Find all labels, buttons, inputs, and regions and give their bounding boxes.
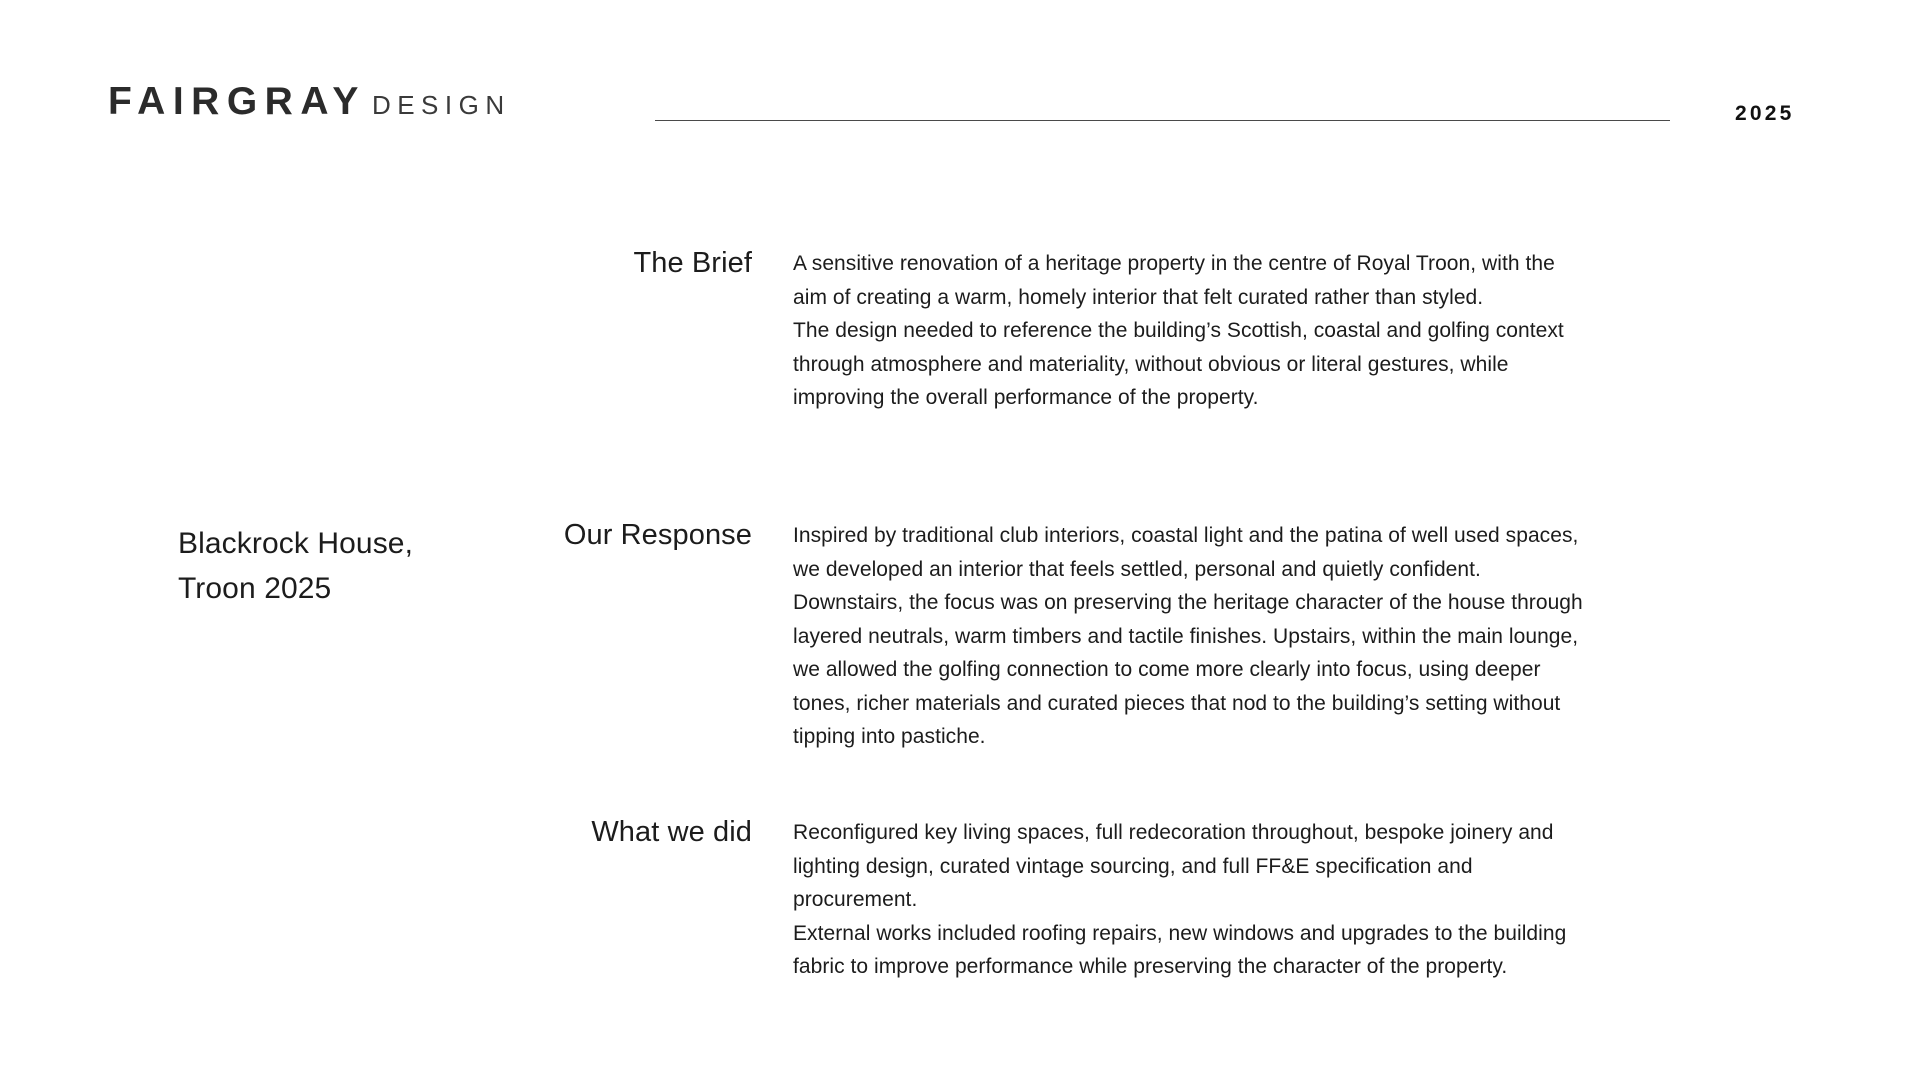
paragraph [793, 519, 1840, 754]
body-line: A sensitive renovation of a heritage property in the centre of Royal Troon, with the [793, 252, 1555, 275]
body-line: improving the overall performance of the property. [793, 386, 1259, 409]
brand-subtitle: DESIGN [371, 90, 511, 120]
body-line: we allowed the golfing connection to come more clearly into focus, using deeper [793, 658, 1541, 681]
section-our-response [360, 519, 1840, 754]
header-year: 2025 [1735, 102, 1795, 125]
paragraph [793, 816, 1840, 984]
body-line: Downstairs, the focus was on preserving the heritage character of the house through [793, 591, 1583, 614]
project-title-line-2: Troon 2025 [178, 572, 332, 605]
body-line: Reconfigured key living spaces, full redecoration throughout, bespoke joinery and [793, 821, 1554, 844]
section-heading-the-brief: The Brief [633, 247, 752, 279]
body-line: tones, richer materials and curated pieces that nod to the building’s setting without [793, 691, 1561, 715]
body-line: aim of creating a warm, homely interior that felt curated rather than styled. [793, 285, 1484, 309]
body-line: procurement. [793, 888, 918, 911]
project-title-line-1: Blackrock House, [178, 527, 414, 560]
section-the-brief [360, 247, 1840, 415]
brand-name: FAIRGRAY [108, 80, 366, 123]
section-body-the-brief [752, 247, 1840, 415]
section-body-what-we-did [752, 816, 1840, 984]
section-heading-our-response: Our Response [563, 519, 752, 551]
body-line: tipping into pastiche. [793, 725, 986, 748]
body-line: fabric to improve performance while preserving the character of the property. [793, 955, 1508, 978]
section-heading-what-we-did: What we did [591, 816, 752, 848]
body-line: External works included roofing repairs, new windows and upgrades to the building [793, 921, 1567, 945]
body-line: we developed an interior that feels settled, personal and quietly confident. [793, 557, 1481, 581]
body-line: lighting design, curated vintage sourcing, and full FF&E specification and [793, 854, 1473, 878]
body-line: The design needed to reference the building’s Scottish, coastal and golfing context [793, 319, 1564, 342]
body-line: through atmosphere and materiality, without obvious or literal gestures, while [793, 352, 1509, 376]
body-line: layered neutrals, warm timbers and tactile finishes. Upstairs, within the main lounge, [793, 624, 1579, 648]
body-line: Inspired by traditional club interiors, coastal light and the patina of well used spaces, [793, 524, 1579, 547]
paragraph [793, 247, 1840, 415]
section-what-we-did [360, 816, 1840, 984]
section-body-our-response [752, 519, 1840, 754]
